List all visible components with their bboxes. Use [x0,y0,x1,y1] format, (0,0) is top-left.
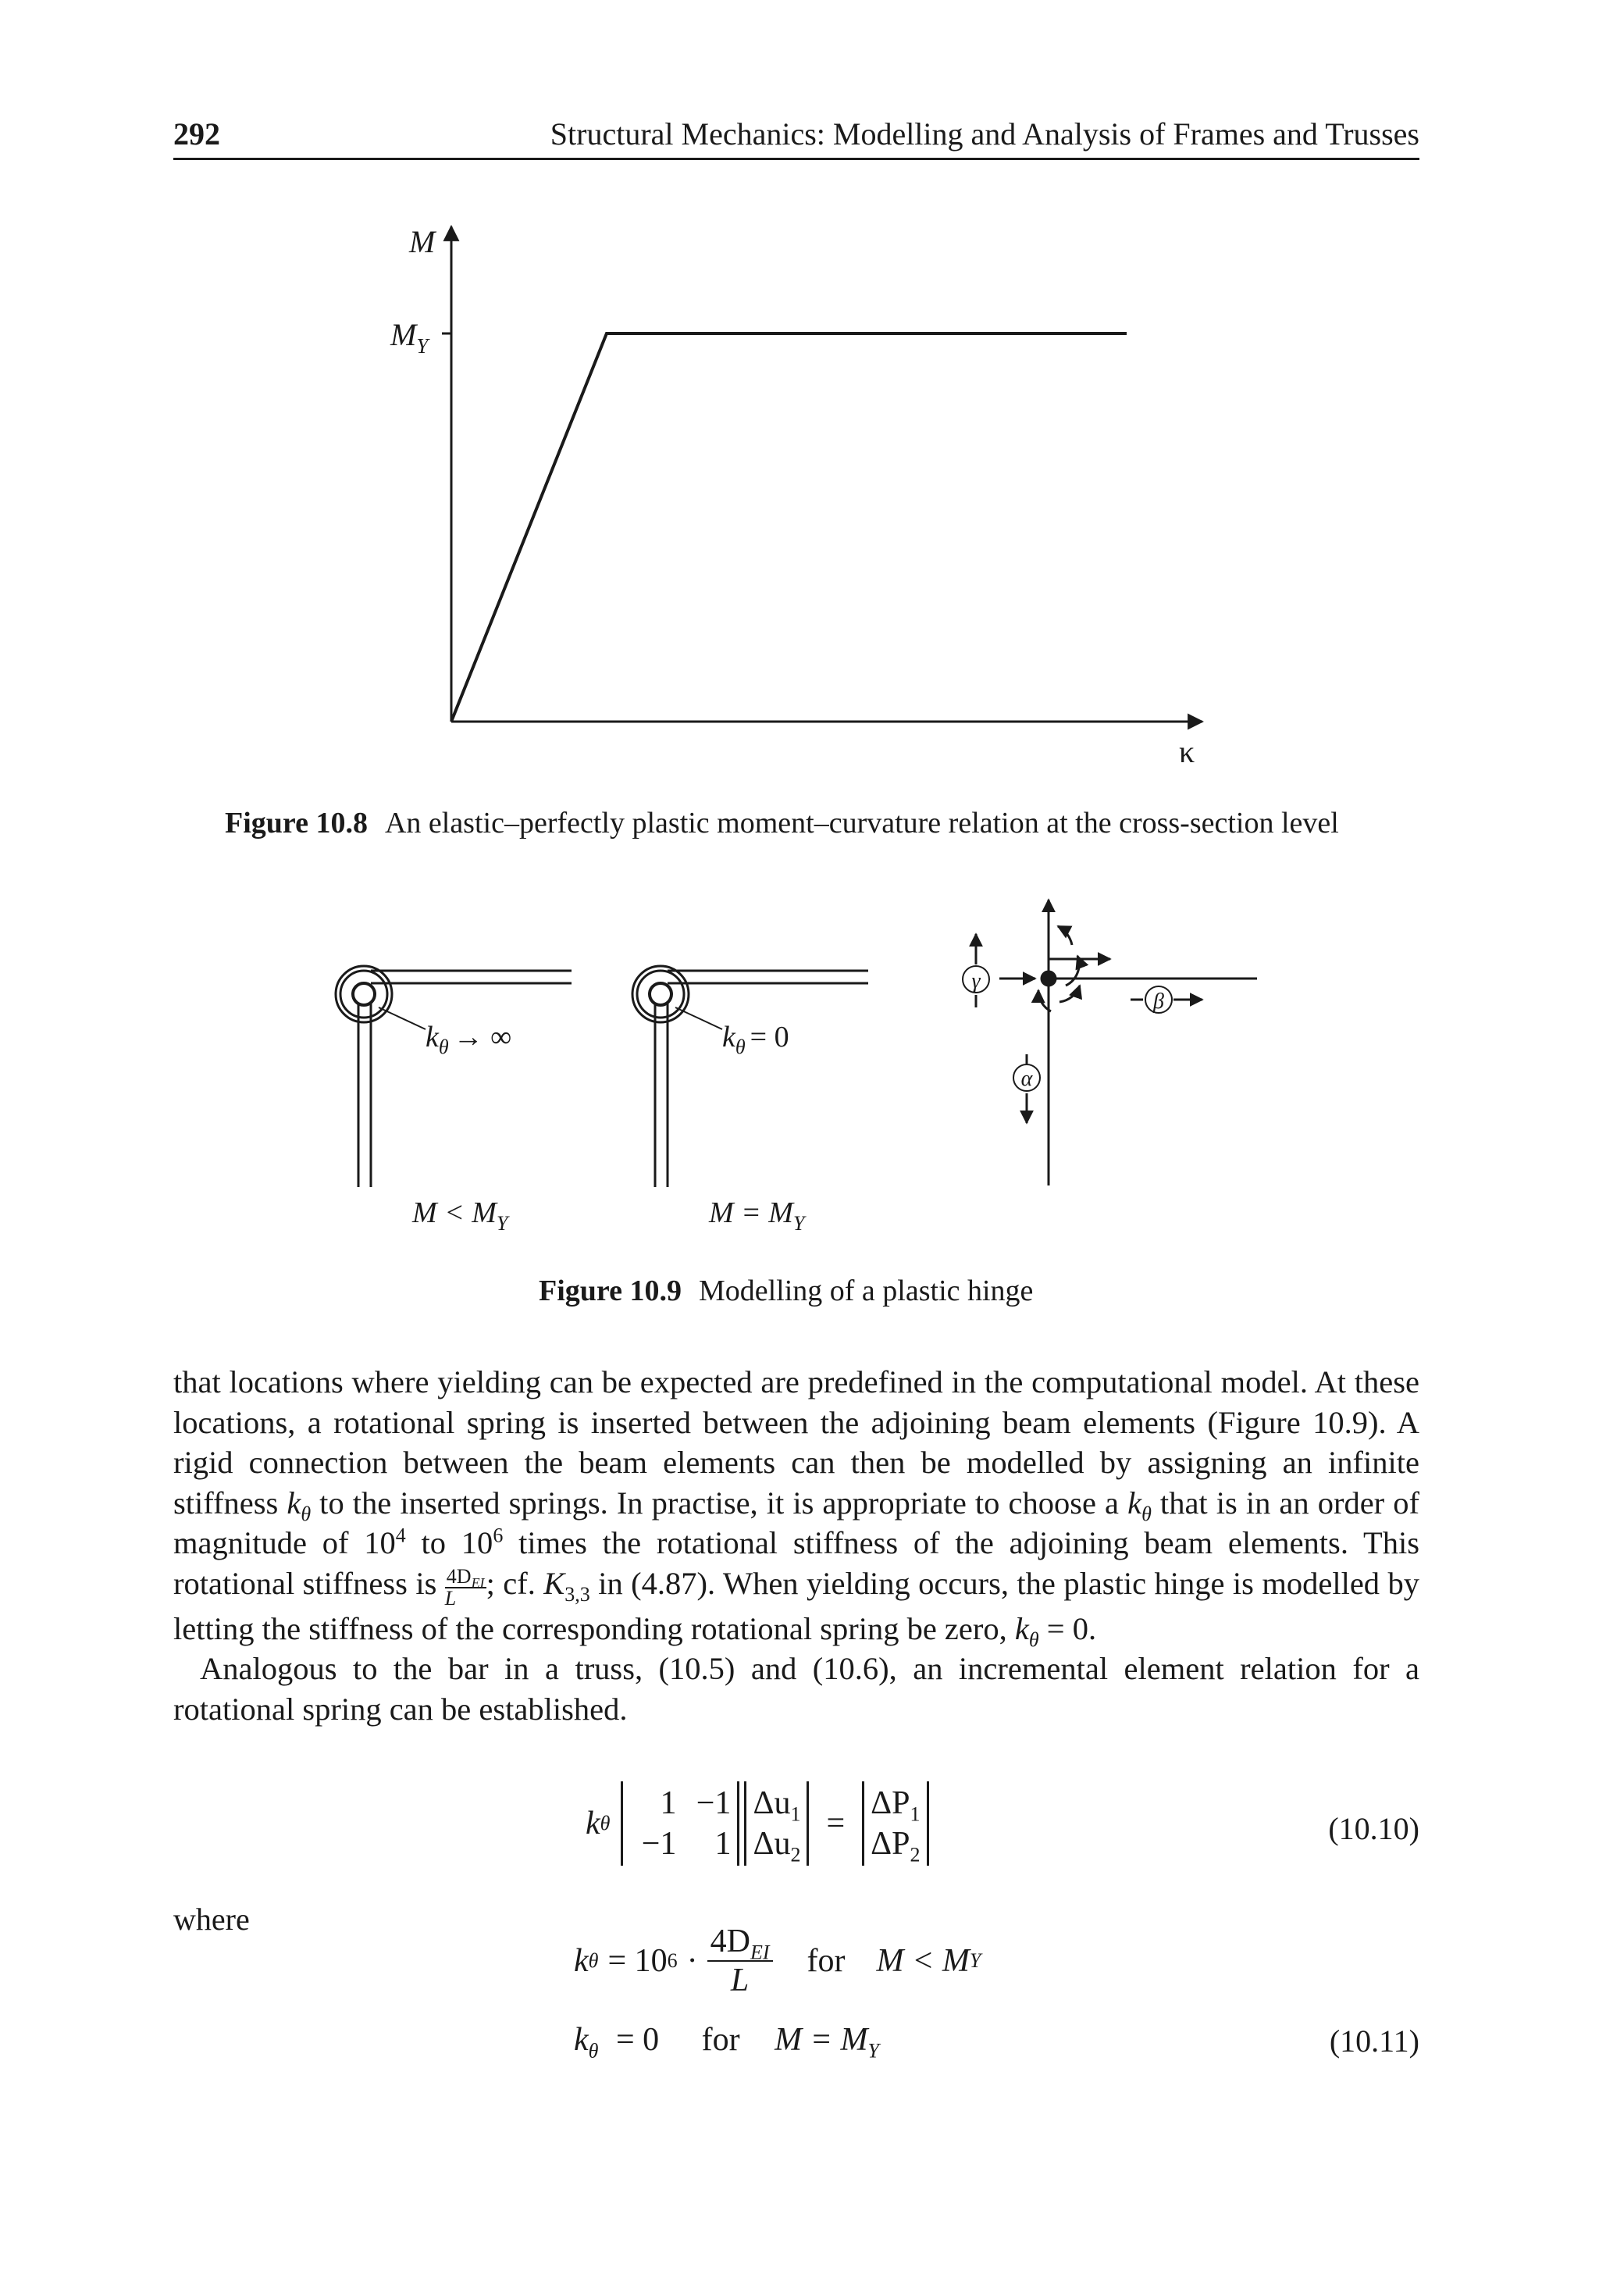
condition-rigid: $M < M_Y$ [412,1196,508,1235]
x-axis-label: κ [1179,734,1195,769]
figure-10-8-chart [0,0,1599,781]
figure-10-8-caption [225,806,1339,840]
equation-10-10: k θ 1 −1 −1 1 $\Delta u_1$ $\Delta u_2$ = $\Delta P_1$ $\Delta P_2$ [586,1773,929,1874]
dof-diagram [963,900,1257,1185]
figure-10-8-caption-text: An elastic–perfectly plastic moment–curvature relation at the cross-section level [384,807,1339,840]
page-number: 292 [173,116,220,152]
spring-label-rigid: $k_\theta$ → ∞ [426,1021,512,1058]
hinge-plastic [632,966,868,1187]
inline-fraction: $\frac{4D_{EI}}{L}$ [444,1564,485,1610]
moment-curvature-line [451,333,1127,722]
figure-10-8-caption-label: Figure 10.8 [225,807,368,840]
hinge-rigid [336,966,572,1187]
matrix-cell: 1 [714,1826,732,1862]
running-title: Structural Mechanics: Modelling and Analysis of Frames and Trusses [550,116,1419,152]
matrix-cell: −1 [641,1826,677,1862]
figure-10-9-caption [539,1274,1033,1308]
y-axis-label: M [409,224,436,259]
where-label: where [173,1902,250,1937]
matrix-cell: −1 [696,1785,732,1821]
dof-alpha-label: α [1020,1067,1033,1091]
figure-10-9-caption-label: Figure 10.9 [539,1275,682,1307]
condition-plastic: $M = M_Y$ [709,1196,805,1235]
equation-number-10-10: (10.10) [1328,1811,1419,1846]
figure-10-9-caption-text: Modelling of a plastic hinge [698,1275,1034,1307]
equation-10-11-line-1: k θ = 10 6 · $\frac{4D_{EI}}{L}$ for M < M Y [574,1923,981,1998]
equation-number-10-11: (10.11) [1329,2023,1419,2059]
body-text [173,1362,1419,1729]
fraction: $\frac{4D_{EI}}{L}$ [707,1923,773,1999]
dof-beta-label: β [1153,989,1164,1014]
y-tick-label: $M_Y$ [390,317,429,358]
equation-10-11-line-2: $k_\theta = 0$ for $M = M_Y$ [574,2022,879,2062]
dof-gamma-label: γ [971,969,981,993]
figure-10-9-diagram [0,875,1599,1250]
paragraph-2: Analogous to the bar in a truss, (10.5) and (10.6), an incremental element relation for a rotational spring can be established. [173,1651,1419,1727]
paragraph-1: that locations where yielding can be expected are predefined in the computational model. At these locations, a rotational spring is inserted between the adjoining beam elements (Figure 10.9). A rigid connection between the beam elements can then be modelled by assigning an infinite stiffness $k_\theta$ to the inserted springs. In practise, it is appropriate to choose a $k_\theta$ that is in an order of magnitude of $10^4$ to $10^6$ times the rotational stiffness of the adjoining beam elements. This rotational stiffness is $\frac{4D_{EI}}{L}$ ; cf. $K_{3,3}$ in (4.87). When yielding occurs, the plastic hinge is modelled by letting the stiffness of the corresponding rotational spring be zero, $k_\theta = 0$. [173,1364,1419,1651]
matrix-cell: 1 [660,1785,677,1821]
spring-label-plastic: $k_\theta = 0$ [722,1021,789,1058]
